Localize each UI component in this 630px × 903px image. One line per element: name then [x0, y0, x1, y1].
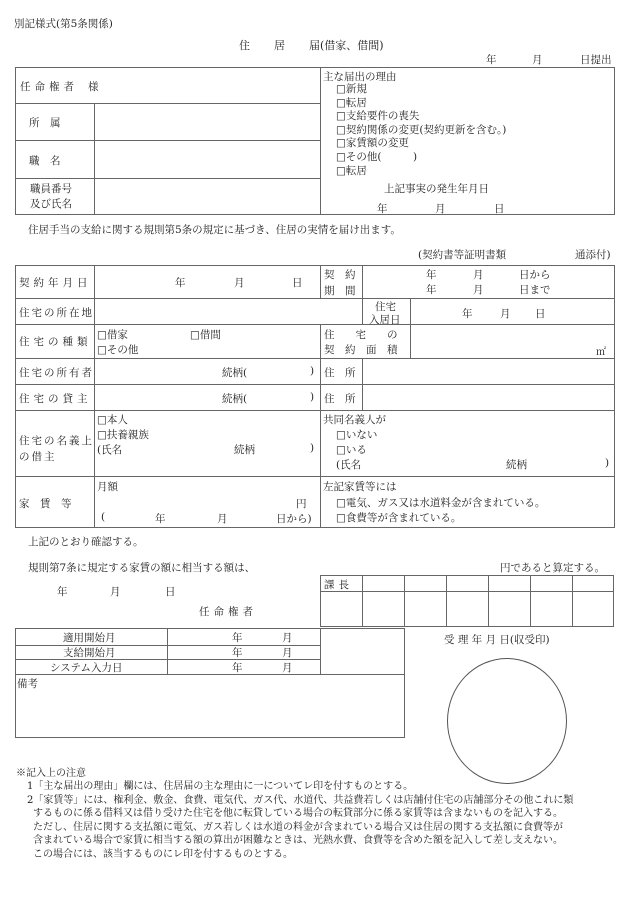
- rent-month: 月: [217, 513, 228, 525]
- owner-relation-close: ): [310, 365, 315, 377]
- reason-loss[interactable]: □支給要件の喪失: [336, 110, 420, 123]
- rent-monthly-label: 月額: [97, 481, 118, 493]
- owner-address-label: 住 所: [324, 367, 356, 379]
- calc-text-2: 円であると算定する。: [500, 562, 605, 574]
- submit-year: 年: [486, 54, 497, 66]
- lessor-address-field[interactable]: [363, 385, 614, 410]
- declaration-text: 住居手当の支給に関する規則第5条の規定に基づき、住居の実情を届け出ます。: [28, 224, 401, 236]
- type-label: 住宅の種類: [19, 336, 92, 348]
- contract-date-year: 年: [175, 277, 186, 289]
- receipt-label: 受 理 年 月 日(収受印): [444, 634, 550, 646]
- area-label-2: 契 約 面 積: [324, 344, 398, 356]
- title-part-2: 居: [274, 39, 285, 52]
- note-line-2: 2「家賃等」には、権利金、敷金、食費、電気代、ガス代、水道代、共益費若しくは店舗付住宅の店舗部分その他これに類: [27, 794, 574, 806]
- calc-text-1: 規則第7条に規定する家賃の額に相当する額は、: [28, 562, 256, 574]
- payment-start-label: 支給開始月: [63, 647, 116, 659]
- submit-month: 月: [532, 54, 543, 66]
- receipt-stamp-circle: [447, 658, 567, 784]
- move-in-year: 年: [462, 308, 473, 320]
- rent-from: 日から): [276, 513, 312, 525]
- section-chief-label: 課長: [324, 579, 353, 591]
- reasons-list: [336, 83, 506, 178]
- owner-relation: 続柄(: [222, 367, 248, 379]
- occurrence-day: 日: [494, 203, 505, 215]
- rent-open: (: [101, 511, 106, 523]
- payment-start-year: 年: [232, 647, 243, 659]
- move-in-month: 月: [500, 308, 511, 320]
- nominal-self[interactable]: □本人: [97, 414, 128, 426]
- location-field[interactable]: [95, 299, 361, 324]
- calc-year: 年: [57, 586, 68, 598]
- occurrence-year: 年: [377, 203, 388, 215]
- apply-start-year: 年: [232, 632, 243, 644]
- lessor-address-label: 住 所: [324, 393, 356, 405]
- move-in-label-2: 入居日: [369, 314, 401, 326]
- attachment-prefix: (契約書等証明書類: [418, 249, 507, 261]
- contract-period-label-1: 契 約: [324, 269, 356, 281]
- payment-start-month: 月: [282, 647, 293, 659]
- nominal-label-1: 住宅の名義上: [19, 435, 94, 447]
- position-field[interactable]: [95, 141, 319, 178]
- period-to-day: 日まで: [519, 284, 551, 296]
- area-unit: ㎡: [596, 347, 606, 358]
- form-title: [239, 37, 384, 53]
- form-reference: 別記様式(第5条関係): [14, 18, 113, 30]
- apply-start-month: 月: [282, 632, 293, 644]
- location-label: 住宅の所在地: [19, 307, 94, 319]
- rent-label: 家 賃 等: [19, 498, 72, 510]
- area-label-1: 住 宅 の: [324, 329, 398, 341]
- nominal-relation: 続柄: [234, 444, 255, 456]
- nominal-label-2: の借主: [19, 451, 57, 463]
- type-rented-room[interactable]: □借間: [190, 329, 221, 341]
- type-rented-house[interactable]: □借家: [97, 329, 128, 341]
- occurrence-label: 上記事実の発生年月日: [384, 183, 489, 195]
- rent-year: 年: [155, 513, 166, 525]
- reasons-title: 主な届出の理由: [323, 71, 397, 83]
- calc-month: 月: [110, 586, 121, 598]
- joint-close: ): [605, 457, 610, 469]
- confirm-text: 上記のとおり確認する。: [28, 536, 144, 548]
- apply-start-label: 適用開始月: [63, 632, 116, 644]
- system-input-label: システム入力日: [50, 662, 123, 674]
- system-input-year: 年: [232, 662, 243, 674]
- attachment-suffix: 通添付): [575, 249, 611, 261]
- lessor-relation: 続柄(: [222, 393, 248, 405]
- joint-none[interactable]: □いない: [336, 429, 378, 441]
- honorific: 様: [88, 81, 99, 93]
- appointer-label: 任命権者: [199, 606, 257, 618]
- addressee: 任命権者: [20, 81, 78, 93]
- position-label: 職 名: [29, 155, 61, 167]
- contract-period-label-2: 期 間: [324, 285, 356, 297]
- contract-date-day: 日: [292, 277, 303, 289]
- period-from-month: 月: [473, 269, 484, 281]
- note-line-5: 含まれている場合で家賃に相当する額の算出が困難なときは、光熱水費、食費等を含めた額を記入して差し支えない。: [33, 835, 563, 846]
- rent-includes-title: 左記家賃等には: [323, 481, 397, 493]
- contract-date-month: 月: [234, 277, 245, 289]
- joint-title: 共同名義人が: [323, 414, 386, 426]
- occurrence-month: 月: [435, 203, 446, 215]
- notes-list: [27, 780, 573, 861]
- notes-title: ※記入上の注意: [16, 768, 86, 779]
- nominal-dependent[interactable]: □扶養親族: [97, 429, 149, 441]
- reason-contract-change[interactable]: □契約関係の変更(契約更新を含む。): [336, 123, 507, 136]
- note-line-4: ただし、住居に関する支払額に電気、ガス若しくは水道の料金が含まれている場合又は住居の関する支払額に食費等が: [33, 821, 563, 833]
- owner-address-field[interactable]: [363, 359, 614, 384]
- rent-includes-utilities[interactable]: □電気、ガス又は水道料金が含まれている。: [336, 497, 546, 509]
- reason-rent-change[interactable]: □家賃額の変更: [336, 137, 409, 150]
- employee-label-1: 職員番号: [30, 183, 72, 195]
- reason-move[interactable]: □転居: [336, 96, 367, 109]
- joint-relation: 続柄: [506, 459, 527, 471]
- rent-yen: 円: [296, 498, 307, 510]
- remarks-label: 備考: [17, 678, 38, 690]
- reason-move-2[interactable]: □転居: [336, 164, 367, 177]
- lessor-label: 住宅の貸主: [19, 393, 92, 405]
- employee-field[interactable]: [95, 179, 319, 214]
- approval-stamp-grid: [320, 575, 614, 627]
- note-line-3: するものに係る借料又は借り受けた住宅を他に転貸している場合の転貸部分に係る家賃等は含まないものを記入する。: [33, 808, 563, 819]
- period-from-year: 年: [426, 269, 437, 281]
- move-in-day: 日: [535, 308, 546, 320]
- title-part-1: 住: [239, 39, 250, 52]
- title-part-3: 届(借家、借間): [309, 39, 384, 52]
- submit-day: 日提出: [580, 54, 612, 66]
- contract-date-label: 契約年月日: [19, 277, 92, 289]
- move-in-label-1: 住宅: [375, 301, 396, 313]
- joint-exists[interactable]: □いる: [336, 444, 367, 456]
- remarks-field[interactable]: [16, 690, 404, 737]
- system-input-month: 月: [282, 662, 293, 674]
- lessor-relation-close: ): [310, 391, 315, 403]
- owner-label: 住宅の所有者: [19, 367, 94, 379]
- note-line-6: この場合には、該当するものにレ印を付するものとする。: [33, 848, 293, 860]
- note-line-1: 1「主な届出の理由」欄には、住居届の主な理由に一についてレ印を付すものとする。: [27, 781, 414, 792]
- period-to-year: 年: [426, 284, 437, 296]
- reason-other[interactable]: □その他( ): [336, 150, 418, 163]
- type-other[interactable]: □その他: [97, 344, 139, 356]
- rent-includes-meals[interactable]: □食費等が含まれている。: [336, 512, 462, 524]
- period-to-month: 月: [473, 284, 484, 296]
- nominal-close: ): [310, 442, 315, 454]
- calc-day: 日: [165, 586, 176, 598]
- affiliation-field[interactable]: [95, 104, 319, 140]
- reason-new[interactable]: □新規: [336, 83, 367, 95]
- employee-label-2: 及び氏名: [30, 198, 72, 210]
- joint-name: (氏名: [336, 459, 362, 471]
- nominal-name: (氏名: [97, 444, 123, 456]
- affiliation-label: 所 属: [29, 117, 61, 129]
- period-from-day: 日から: [519, 269, 551, 281]
